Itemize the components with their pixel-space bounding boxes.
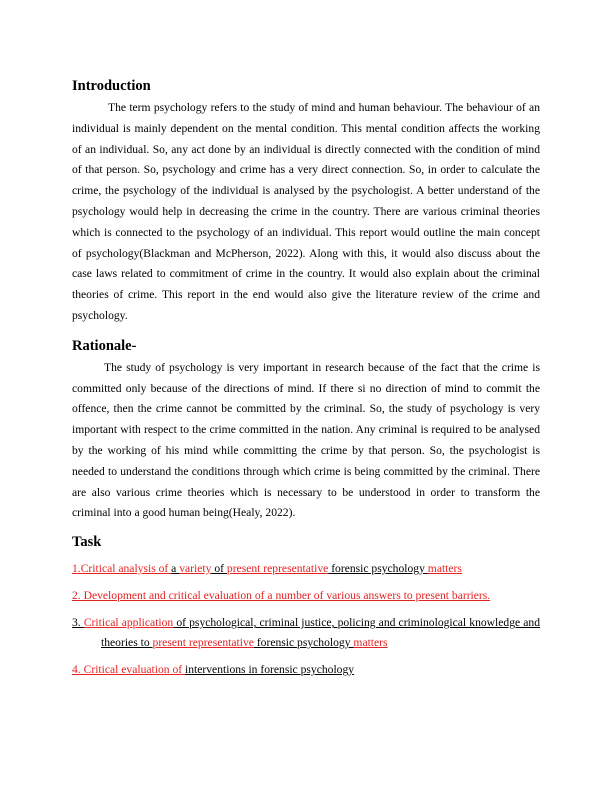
task-heading: Task bbox=[72, 534, 102, 551]
task-4-segment: interventions in forensic psychology bbox=[185, 663, 355, 677]
task-1-segment: a bbox=[171, 562, 180, 576]
introduction-heading: Introduction bbox=[72, 78, 151, 94]
task-1-segment: of bbox=[211, 562, 227, 576]
task-3-segment: forensic psychology bbox=[253, 636, 354, 650]
task-1-segment: 1.Critical analysis of bbox=[72, 562, 172, 576]
task-3-segment: Critical application bbox=[83, 616, 174, 630]
document-page bbox=[72, 76, 540, 680]
task-1-segment: forensic psychology bbox=[328, 562, 428, 576]
task-1-segment: present representative bbox=[226, 562, 329, 576]
task-item-1 bbox=[72, 559, 540, 579]
task-3-segment: matters bbox=[353, 636, 388, 650]
task-item-2 bbox=[72, 586, 540, 606]
introduction-paragraph: The term psychology refers to the study of mind and human behaviour. The behaviour of an individual is mainly dependent on the mental condition. This mental condition affects the working of an individual. So, any act done by an individual is directly connected with the condition of mind of that person. So, psychology and crime has a very direct connection. So, in order to calculate the crime, the psychology of the individual is analysed by the psychologist. A better understand of the psychology would help in decreasing the crime in the country. There are various criminal theories which is connected to the psychology of an individual. This report would outline the main concept of psychology(Blackman and McPherson, 2022). Along with this, it would also discuss about the case laws related to commitment of crime in the country. It would also explain about the criminal theories of crime. This report in the end would also give the literature review of the crime and psychology. bbox=[72, 101, 540, 322]
task-item-3 bbox=[72, 613, 540, 653]
task-3-segment: of psychological, criminal justice, policing and criminological knowledge and theories to bbox=[101, 616, 541, 650]
task-3-segment: 3. bbox=[72, 616, 84, 630]
task-1-segment: variety bbox=[179, 562, 212, 576]
task-3-segment: present representative bbox=[152, 636, 254, 650]
task-1-segment: matters bbox=[427, 562, 462, 576]
rationale-heading: Rationale- bbox=[72, 337, 137, 354]
task-4-segment: Critical evaluation of bbox=[83, 663, 186, 677]
task-4-segment: 4. bbox=[72, 663, 84, 677]
task-item-4 bbox=[72, 660, 540, 680]
rationale-paragraph: The study of psychology is very important in research because of the fact that the crime is committed only because of the directions of mind. If there si no direction of mind to commit the offence, then the crime cannot be committed by the criminal. So, the study of psychology is very important with respect to the crime committed in the nation. Any criminal is required to be analysed by the working of his mind while committing the crime by that person. So, the psychologist is needed to understand the conditions through which crime is being committed by the criminal. There are also various crime theories which is necessary to be understood in order to transform the criminal into a good human being(Healy, 2022). bbox=[72, 360, 540, 520]
task-2-segment: 2. Development and critical evaluation of a number of various answers to present barriers. bbox=[72, 589, 491, 603]
